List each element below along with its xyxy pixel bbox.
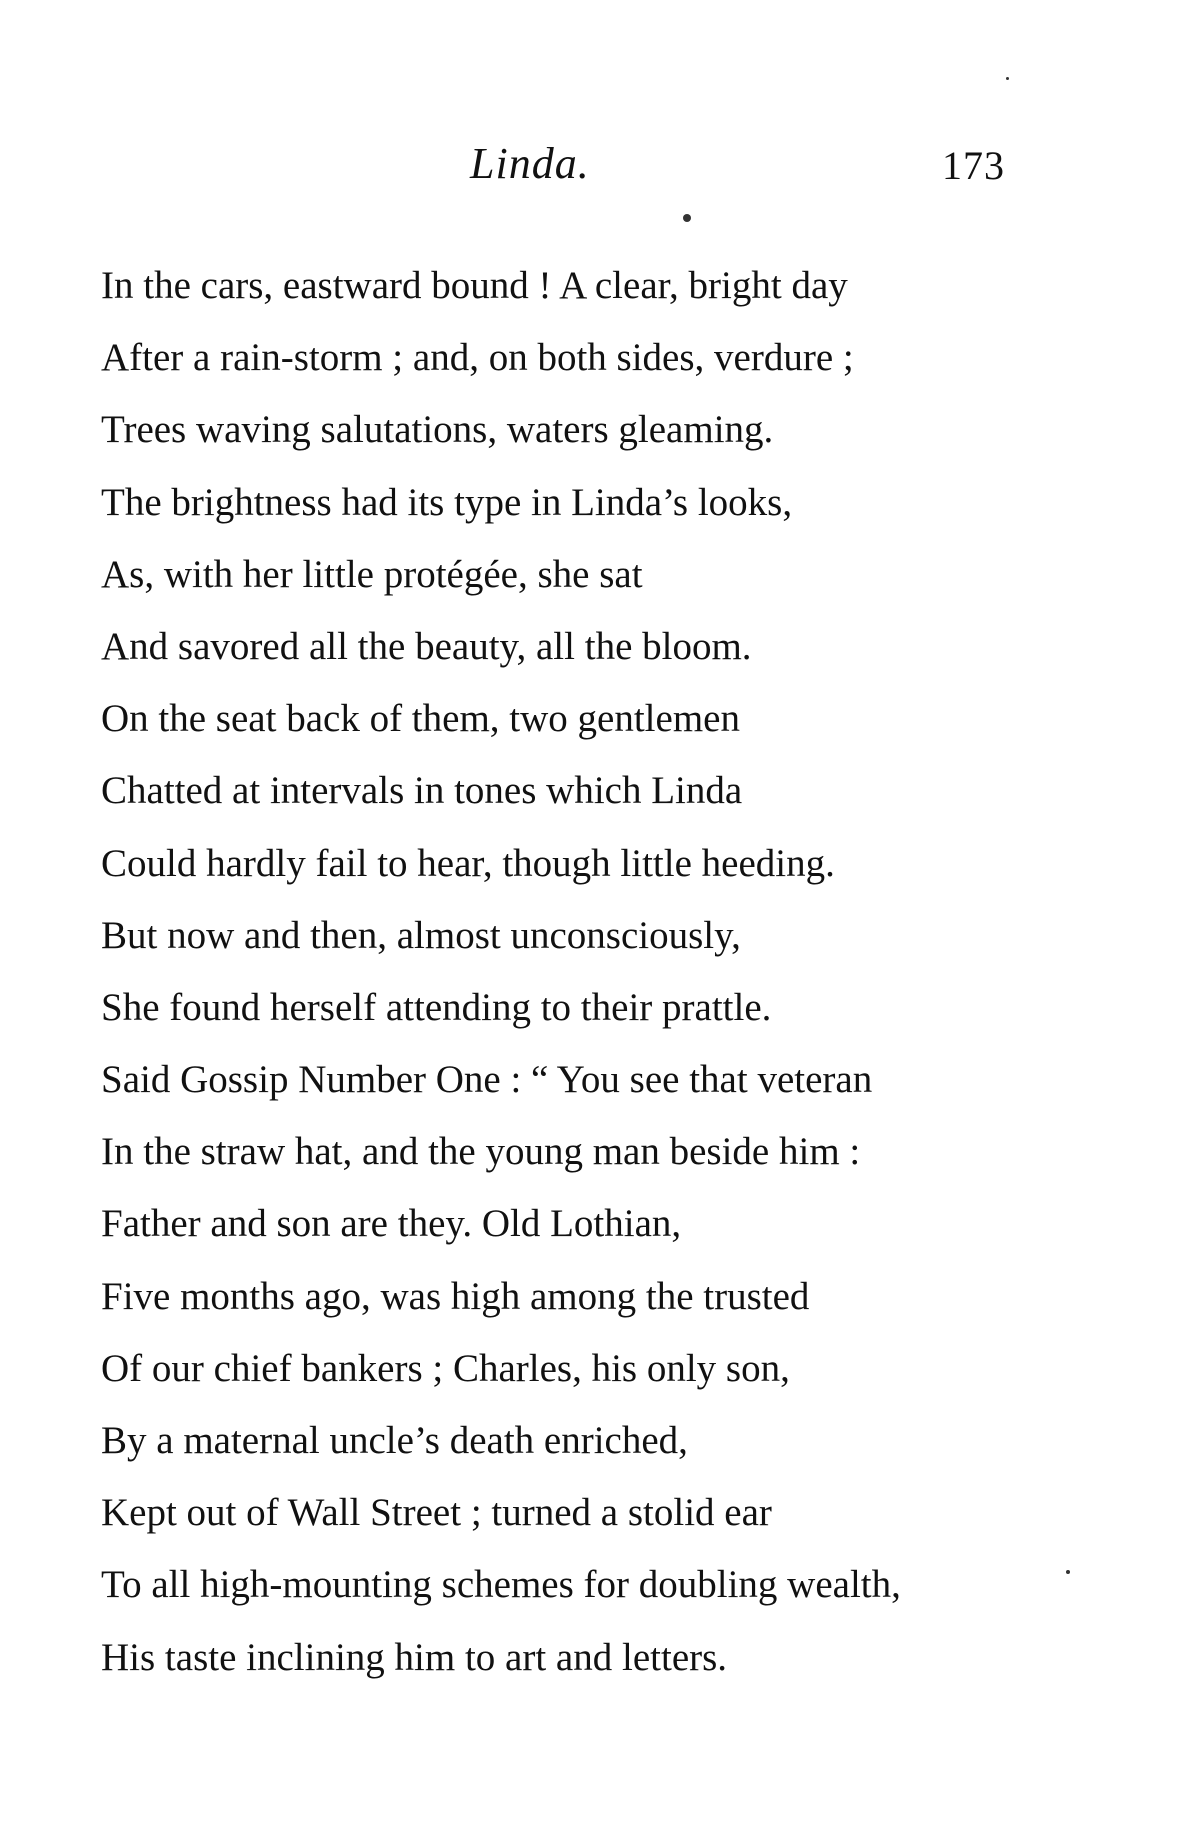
poem-line: In the cars, eastward bound ! A clear, bright day: [101, 264, 848, 307]
poem-line: The brightness had its type in Linda’s looks,: [101, 480, 793, 524]
running-title: Linda.: [470, 139, 590, 188]
poem-text: [101, 250, 1061, 1694]
poem-line: On the seat back of them, two gentlemen: [101, 697, 740, 741]
poem-line: Trees waving salutations, waters gleaming.: [101, 408, 774, 452]
poem-line: Chatted at intervals in tones which Linda: [101, 769, 743, 813]
poem-line: By a maternal uncle’s death enriched,: [101, 1419, 688, 1462]
poem-line: In the straw hat, and the young man beside him :: [101, 1130, 861, 1174]
poem-line: His taste inclining him to art and letters.: [101, 1635, 728, 1679]
poem-line: After a rain-storm ; and, on both sides, verdure ;: [101, 336, 854, 380]
poem-line: But now and then, almost unconsciously,: [101, 913, 741, 957]
poem-line: She found herself attending to their prattle.: [101, 985, 772, 1029]
poem-line: Of our chief bankers ; Charles, his only son,: [101, 1346, 790, 1390]
poem-line: Father and son are they. Old Lothian,: [101, 1202, 682, 1246]
poem-line: Five months ago, was high among the trusted: [101, 1274, 810, 1318]
poem-line: As, with her little protégée, she sat: [101, 552, 643, 596]
poem-line: Kept out of Wall Street ; turned a stolid ear: [101, 1491, 772, 1535]
poem-line: Could hardly fail to hear, though little heeding.: [101, 841, 835, 885]
page-number: 173: [942, 143, 1005, 188]
ink-speck: [1006, 77, 1009, 80]
poem-line: To all high-mounting schemes for doubling wealth,: [101, 1563, 901, 1607]
ink-speck: [683, 214, 691, 222]
running-head: [0, 138, 1190, 198]
poem-line: And savored all the beauty, all the bloom.: [101, 624, 752, 668]
poem-line: Said Gossip Number One : “ You see that veteran: [101, 1058, 873, 1102]
ink-speck: [1066, 1570, 1070, 1574]
